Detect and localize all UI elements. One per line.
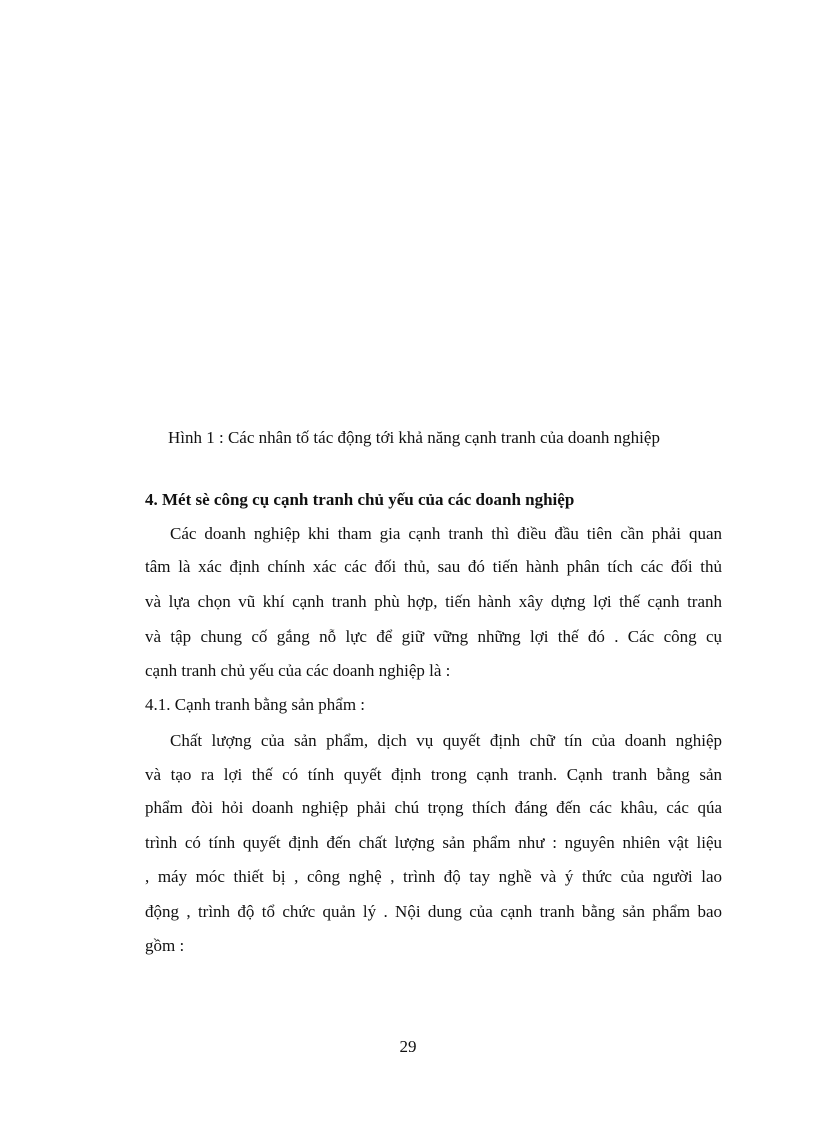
paragraph-2-line: phẩm đòi hỏi doanh nghiệp phải chú trọng thích đáng đến các khâu, các qúa	[145, 798, 722, 817]
paragraph-2-line: , máy móc thiết bị , công nghệ , trình độ tay nghề và ý thức của người lao	[145, 867, 722, 886]
paragraph-1-line: cạnh tranh chủ yếu của các doanh nghiệp là :	[145, 661, 451, 680]
subsection-heading: 4.1. Cạnh tranh bằng sản phẩm :	[145, 695, 366, 714]
paragraph-2-line: gồm :	[145, 936, 185, 955]
paragraph-1-line: Các doanh nghiệp khi tham gia cạnh tranh thì điều đầu tiên cần phải quan	[170, 524, 722, 543]
page-number: 29	[399, 1037, 417, 1056]
paragraph-2-line: Chất lượng của sản phẩm, dịch vụ quyết định chữ tín của doanh nghiệp	[170, 731, 722, 750]
paragraph-2-line: và tạo ra lợi thế có tính quyết định trong cạnh tranh. Cạnh tranh bằng sản	[145, 765, 722, 784]
paragraph-1-line: tâm là xác định chính xác các đối thủ, sau đó tiến hành phân tích các đối thủ	[145, 557, 722, 576]
paragraph-1-line: và tập chung cố gắng nỗ lực để giữ vững những lợi thế đó . Các công cụ	[145, 627, 722, 646]
section-heading: 4. Mét sè công cụ cạnh tranh chủ yếu của các doanh nghiệp	[145, 490, 575, 509]
paragraph-1-line: và lựa chọn vũ khí cạnh tranh phù hợp, tiến hành xây dựng lợi thế cạnh tranh	[145, 592, 722, 611]
figure-caption: Hình 1 : Các nhân tố tác động tới khả năng cạnh tranh của doanh nghiệp	[168, 428, 660, 447]
paragraph-2-line: động , trình độ tổ chức quản lý . Nội dung của cạnh tranh bằng sản phẩm bao	[145, 902, 722, 921]
paragraph-2-line: trình có tính quyết định đến chất lượng sản phẩm như : nguyên nhiên vật liệu	[145, 833, 722, 852]
